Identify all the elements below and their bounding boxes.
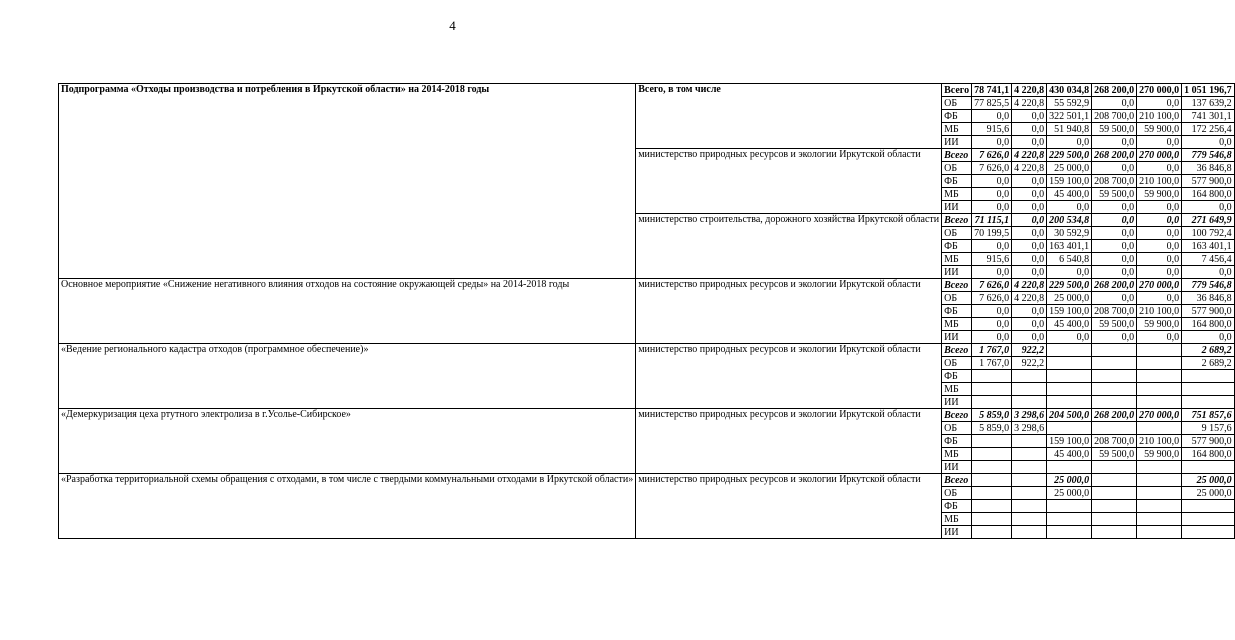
year-value-cell: 0,0 — [1012, 227, 1047, 240]
year-value-cell: 268 200,0 — [1092, 279, 1137, 292]
year-value-cell: 0,0 — [1092, 240, 1137, 253]
year-value-cell — [972, 487, 1012, 500]
year-value-cell: 210 100,0 — [1137, 435, 1182, 448]
total-value-cell: 7 456,4 — [1182, 253, 1235, 266]
year-value-cell: 59 500,0 — [1092, 448, 1137, 461]
funding-source: МБ — [942, 188, 972, 201]
total-value-cell: 779 546,8 — [1182, 279, 1235, 292]
year-value-cell: 0,0 — [1092, 162, 1137, 175]
year-value-cell: 25 000,0 — [1047, 292, 1092, 305]
year-value-cell: 4 220,8 — [1012, 149, 1047, 162]
funding-source: Всего — [942, 409, 972, 422]
funding-source: ФБ — [942, 240, 972, 253]
year-value-cell — [1092, 474, 1137, 487]
total-value-cell: 36 846,8 — [1182, 292, 1235, 305]
total-value-cell: 100 792,4 — [1182, 227, 1235, 240]
measure-name: «Демеркуризация цеха ртутного электролиза в г.Усолье-Сибирское» — [59, 409, 636, 474]
total-value-cell: 172 256,4 — [1182, 123, 1235, 136]
year-value-cell — [972, 461, 1012, 474]
year-value-cell — [1012, 383, 1047, 396]
total-value-cell — [1182, 370, 1235, 383]
year-value-cell — [1092, 500, 1137, 513]
year-value-cell: 4 220,8 — [1012, 279, 1047, 292]
year-value-cell — [1012, 474, 1047, 487]
year-value-cell: 3 298,6 — [1012, 422, 1047, 435]
year-value-cell: 77 825,5 — [972, 97, 1012, 110]
year-value-cell: 0,0 — [972, 201, 1012, 214]
year-value-cell — [1137, 461, 1182, 474]
total-value-cell: 577 900,0 — [1182, 175, 1235, 188]
year-value-cell: 0,0 — [1137, 331, 1182, 344]
year-value-cell — [972, 448, 1012, 461]
year-value-cell: 0,0 — [1012, 318, 1047, 331]
year-value-cell: 0,0 — [1137, 240, 1182, 253]
funding-source: ОБ — [942, 97, 972, 110]
year-value-cell — [1137, 513, 1182, 526]
executor-name: министерство природных ресурсов и экологии Иркутской области — [636, 474, 942, 539]
funding-source: ОБ — [942, 422, 972, 435]
year-value-cell — [1012, 487, 1047, 500]
funding-source: МБ — [942, 513, 972, 526]
year-value-cell: 268 200,0 — [1092, 84, 1137, 97]
table-row — [59, 84, 1235, 97]
year-value-cell: 0,0 — [1047, 266, 1092, 279]
year-value-cell — [1047, 357, 1092, 370]
year-value-cell — [1092, 396, 1137, 409]
measure-name: «Разработка территориальной схемы обращения с отходами, в том числе с твердыми коммунальными отходами в Иркутской области» — [59, 474, 636, 539]
total-value-cell: 0,0 — [1182, 201, 1235, 214]
total-value-cell: 751 857,6 — [1182, 409, 1235, 422]
year-value-cell — [1092, 357, 1137, 370]
year-value-cell: 4 220,8 — [1012, 292, 1047, 305]
year-value-cell: 208 700,0 — [1092, 305, 1137, 318]
total-value-cell — [1182, 383, 1235, 396]
year-value-cell: 0,0 — [1137, 266, 1182, 279]
year-value-cell — [972, 526, 1012, 539]
year-value-cell — [1047, 422, 1092, 435]
year-value-cell: 915,6 — [972, 253, 1012, 266]
total-value-cell: 2 689,2 — [1182, 344, 1235, 357]
year-value-cell: 204 500,0 — [1047, 409, 1092, 422]
funding-source: Всего — [942, 474, 972, 487]
year-value-cell — [1012, 370, 1047, 383]
total-value-cell — [1182, 461, 1235, 474]
funding-source: ОБ — [942, 292, 972, 305]
funding-source: Всего — [942, 84, 972, 97]
year-value-cell — [1012, 435, 1047, 448]
year-value-cell — [1092, 461, 1137, 474]
total-value-cell: 9 157,6 — [1182, 422, 1235, 435]
year-value-cell — [1047, 344, 1092, 357]
year-value-cell — [1047, 500, 1092, 513]
year-value-cell — [1012, 526, 1047, 539]
funding-source: МБ — [942, 383, 972, 396]
year-value-cell — [972, 513, 1012, 526]
year-value-cell — [1092, 383, 1137, 396]
year-value-cell: 922,2 — [1012, 357, 1047, 370]
year-value-cell: 0,0 — [1047, 201, 1092, 214]
year-value-cell: 0,0 — [1092, 253, 1137, 266]
year-value-cell: 0,0 — [972, 136, 1012, 149]
year-value-cell: 0,0 — [972, 110, 1012, 123]
year-value-cell — [1012, 448, 1047, 461]
year-value-cell: 430 034,8 — [1047, 84, 1092, 97]
year-value-cell: 208 700,0 — [1092, 175, 1137, 188]
year-value-cell: 268 200,0 — [1092, 149, 1137, 162]
year-value-cell: 229 500,0 — [1047, 279, 1092, 292]
funding-source: МБ — [942, 123, 972, 136]
year-value-cell: 270 000,0 — [1137, 409, 1182, 422]
year-value-cell: 0,0 — [972, 175, 1012, 188]
year-value-cell — [972, 435, 1012, 448]
year-value-cell: 59 500,0 — [1092, 123, 1137, 136]
year-value-cell: 59 900,0 — [1137, 188, 1182, 201]
year-value-cell: 159 100,0 — [1047, 435, 1092, 448]
year-value-cell: 0,0 — [1092, 97, 1137, 110]
year-value-cell — [1137, 487, 1182, 500]
total-value-cell: 0,0 — [1182, 136, 1235, 149]
year-value-cell: 78 741,1 — [972, 84, 1012, 97]
year-value-cell — [972, 500, 1012, 513]
table-row — [59, 409, 1235, 422]
funding-source: ИИ — [942, 526, 972, 539]
year-value-cell — [1012, 461, 1047, 474]
year-value-cell: 0,0 — [1012, 136, 1047, 149]
table-row — [59, 279, 1235, 292]
year-value-cell: 0,0 — [1137, 136, 1182, 149]
year-value-cell: 0,0 — [972, 266, 1012, 279]
year-value-cell — [1137, 474, 1182, 487]
table-row — [59, 344, 1235, 357]
total-value-cell: 164 800,0 — [1182, 318, 1235, 331]
funding-source: МБ — [942, 253, 972, 266]
year-value-cell: 270 000,0 — [1137, 84, 1182, 97]
year-value-cell: 0,0 — [972, 318, 1012, 331]
year-value-cell: 0,0 — [1092, 266, 1137, 279]
year-value-cell: 0,0 — [1137, 253, 1182, 266]
year-value-cell: 0,0 — [972, 305, 1012, 318]
funding-source: ИИ — [942, 331, 972, 344]
year-value-cell — [1137, 344, 1182, 357]
funding-source: ИИ — [942, 396, 972, 409]
funding-source: Всего — [942, 214, 972, 227]
year-value-cell: 0,0 — [1047, 331, 1092, 344]
year-value-cell: 210 100,0 — [1137, 305, 1182, 318]
year-value-cell — [1012, 513, 1047, 526]
total-value-cell — [1182, 396, 1235, 409]
year-value-cell: 0,0 — [1012, 266, 1047, 279]
total-value-cell: 164 800,0 — [1182, 188, 1235, 201]
total-value-cell: 2 689,2 — [1182, 357, 1235, 370]
year-value-cell — [972, 396, 1012, 409]
year-value-cell: 159 100,0 — [1047, 175, 1092, 188]
measure-name: Основное мероприятие «Снижение негативного влияния отходов на состояние окружающей среды» на 2014-2018 годы — [59, 279, 636, 344]
funding-source: ФБ — [942, 435, 972, 448]
year-value-cell: 210 100,0 — [1137, 175, 1182, 188]
total-value-cell: 1 051 196,7 — [1182, 84, 1235, 97]
total-value-cell: 741 301,1 — [1182, 110, 1235, 123]
year-value-cell: 7 626,0 — [972, 292, 1012, 305]
year-value-cell: 5 859,0 — [972, 409, 1012, 422]
total-value-cell — [1182, 513, 1235, 526]
year-value-cell: 0,0 — [1012, 188, 1047, 201]
year-value-cell: 159 100,0 — [1047, 305, 1092, 318]
year-value-cell: 51 940,8 — [1047, 123, 1092, 136]
year-value-cell: 208 700,0 — [1092, 110, 1137, 123]
year-value-cell: 59 500,0 — [1092, 188, 1137, 201]
measure-name: «Ведение регионального кадастра отходов (программное обеспечение)» — [59, 344, 636, 409]
year-value-cell: 0,0 — [1012, 305, 1047, 318]
total-value-cell: 577 900,0 — [1182, 305, 1235, 318]
year-value-cell: 200 534,8 — [1047, 214, 1092, 227]
year-value-cell — [1137, 396, 1182, 409]
year-value-cell — [1047, 396, 1092, 409]
year-value-cell — [972, 474, 1012, 487]
year-value-cell — [1092, 526, 1137, 539]
total-value-cell: 0,0 — [1182, 266, 1235, 279]
funding-source: ОБ — [942, 162, 972, 175]
year-value-cell: 4 220,8 — [1012, 162, 1047, 175]
year-value-cell: 0,0 — [972, 331, 1012, 344]
executor-name: министерство природных ресурсов и экологии Иркутской области — [636, 279, 942, 344]
year-value-cell: 71 115,1 — [972, 214, 1012, 227]
year-value-cell — [1137, 357, 1182, 370]
year-value-cell: 0,0 — [1137, 227, 1182, 240]
year-value-cell — [1137, 422, 1182, 435]
year-value-cell: 7 626,0 — [972, 149, 1012, 162]
funding-source: Всего — [942, 344, 972, 357]
year-value-cell: 59 900,0 — [1137, 123, 1182, 136]
total-value-cell — [1182, 500, 1235, 513]
year-value-cell: 59 500,0 — [1092, 318, 1137, 331]
funding-source: МБ — [942, 448, 972, 461]
year-value-cell — [1137, 383, 1182, 396]
year-value-cell — [1047, 383, 1092, 396]
funding-source: ОБ — [942, 227, 972, 240]
measure-name: Подпрограмма «Отходы производства и потребления в Иркутской области» на 2014-2018 годы — [59, 84, 636, 279]
year-value-cell: 0,0 — [972, 240, 1012, 253]
year-value-cell: 0,0 — [1137, 97, 1182, 110]
total-value-cell: 577 900,0 — [1182, 435, 1235, 448]
year-value-cell: 0,0 — [1092, 227, 1137, 240]
year-value-cell: 0,0 — [1137, 162, 1182, 175]
total-value-cell: 164 800,0 — [1182, 448, 1235, 461]
year-value-cell — [1092, 513, 1137, 526]
year-value-cell — [1092, 422, 1137, 435]
year-value-cell: 163 401,1 — [1047, 240, 1092, 253]
total-value-cell: 779 546,8 — [1182, 149, 1235, 162]
executor-name: Всего, в том числе — [636, 84, 942, 149]
year-value-cell: 270 000,0 — [1137, 149, 1182, 162]
year-value-cell: 270 000,0 — [1137, 279, 1182, 292]
year-value-cell: 1 767,0 — [972, 357, 1012, 370]
year-value-cell: 268 200,0 — [1092, 409, 1137, 422]
year-value-cell: 0,0 — [1012, 253, 1047, 266]
year-value-cell: 915,6 — [972, 123, 1012, 136]
year-value-cell: 0,0 — [1137, 214, 1182, 227]
year-value-cell: 59 900,0 — [1137, 318, 1182, 331]
total-value-cell: 25 000,0 — [1182, 474, 1235, 487]
year-value-cell: 70 199,5 — [972, 227, 1012, 240]
year-value-cell: 1 767,0 — [972, 344, 1012, 357]
year-value-cell: 6 540,8 — [1047, 253, 1092, 266]
year-value-cell: 0,0 — [1012, 240, 1047, 253]
executor-name: министерство строительства, дорожного хозяйства Иркутской области — [636, 214, 942, 279]
year-value-cell: 25 000,0 — [1047, 474, 1092, 487]
year-value-cell: 322 501,1 — [1047, 110, 1092, 123]
year-value-cell: 0,0 — [1092, 292, 1137, 305]
year-value-cell: 45 400,0 — [1047, 188, 1092, 201]
funding-source: ФБ — [942, 305, 972, 318]
year-value-cell: 0,0 — [1092, 331, 1137, 344]
funding-source: ИИ — [942, 136, 972, 149]
executor-name: министерство природных ресурсов и экологии Иркутской области — [636, 344, 942, 409]
year-value-cell — [1092, 487, 1137, 500]
year-value-cell: 7 626,0 — [972, 162, 1012, 175]
funding-source: ОБ — [942, 357, 972, 370]
funding-source: ФБ — [942, 175, 972, 188]
funding-source: ИИ — [942, 461, 972, 474]
year-value-cell — [1092, 344, 1137, 357]
total-value-cell: 271 649,9 — [1182, 214, 1235, 227]
year-value-cell: 59 900,0 — [1137, 448, 1182, 461]
year-value-cell — [972, 383, 1012, 396]
year-value-cell: 5 859,0 — [972, 422, 1012, 435]
funding-source: ИИ — [942, 201, 972, 214]
year-value-cell — [1137, 500, 1182, 513]
page-number: 4 — [449, 18, 456, 33]
year-value-cell: 4 220,8 — [1012, 97, 1047, 110]
year-value-cell: 4 220,8 — [1012, 84, 1047, 97]
year-value-cell: 7 626,0 — [972, 279, 1012, 292]
year-value-cell: 208 700,0 — [1092, 435, 1137, 448]
year-value-cell: 25 000,0 — [1047, 162, 1092, 175]
total-value-cell: 25 000,0 — [1182, 487, 1235, 500]
funding-source: Всего — [942, 149, 972, 162]
year-value-cell — [972, 370, 1012, 383]
year-value-cell: 25 000,0 — [1047, 487, 1092, 500]
year-value-cell: 922,2 — [1012, 344, 1047, 357]
year-value-cell — [1137, 370, 1182, 383]
year-value-cell — [1047, 513, 1092, 526]
year-value-cell — [1012, 500, 1047, 513]
funding-source: ФБ — [942, 370, 972, 383]
funding-source: Всего — [942, 279, 972, 292]
year-value-cell: 30 592,9 — [1047, 227, 1092, 240]
year-value-cell: 0,0 — [1012, 201, 1047, 214]
year-value-cell: 0,0 — [1012, 214, 1047, 227]
year-value-cell: 210 100,0 — [1137, 110, 1182, 123]
total-value-cell: 0,0 — [1182, 331, 1235, 344]
year-value-cell — [1092, 370, 1137, 383]
total-value-cell: 137 639,2 — [1182, 97, 1235, 110]
year-value-cell: 0,0 — [1092, 136, 1137, 149]
year-value-cell: 45 400,0 — [1047, 448, 1092, 461]
year-value-cell: 0,0 — [1012, 110, 1047, 123]
year-value-cell: 0,0 — [1092, 201, 1137, 214]
year-value-cell — [1047, 526, 1092, 539]
year-value-cell: 0,0 — [1137, 201, 1182, 214]
year-value-cell — [1047, 370, 1092, 383]
year-value-cell: 45 400,0 — [1047, 318, 1092, 331]
year-value-cell — [1137, 526, 1182, 539]
total-value-cell: 36 846,8 — [1182, 162, 1235, 175]
year-value-cell: 0,0 — [1012, 331, 1047, 344]
year-value-cell: 0,0 — [972, 188, 1012, 201]
executor-name: министерство природных ресурсов и экологии Иркутской области — [636, 409, 942, 474]
year-value-cell: 0,0 — [1047, 136, 1092, 149]
year-value-cell: 0,0 — [1012, 175, 1047, 188]
funding-source: ФБ — [942, 110, 972, 123]
year-value-cell — [1047, 461, 1092, 474]
executor-name: министерство природных ресурсов и экологии Иркутской области — [636, 149, 942, 214]
year-value-cell: 0,0 — [1092, 214, 1137, 227]
year-value-cell — [1012, 396, 1047, 409]
budget-table — [58, 83, 1235, 539]
year-value-cell: 229 500,0 — [1047, 149, 1092, 162]
year-value-cell: 3 298,6 — [1012, 409, 1047, 422]
funding-source: ИИ — [942, 266, 972, 279]
table-row — [59, 474, 1235, 487]
funding-source: ФБ — [942, 500, 972, 513]
year-value-cell: 55 592,9 — [1047, 97, 1092, 110]
total-value-cell — [1182, 526, 1235, 539]
funding-source: МБ — [942, 318, 972, 331]
funding-source: ОБ — [942, 487, 972, 500]
total-value-cell: 163 401,1 — [1182, 240, 1235, 253]
year-value-cell: 0,0 — [1137, 292, 1182, 305]
year-value-cell: 0,0 — [1012, 123, 1047, 136]
